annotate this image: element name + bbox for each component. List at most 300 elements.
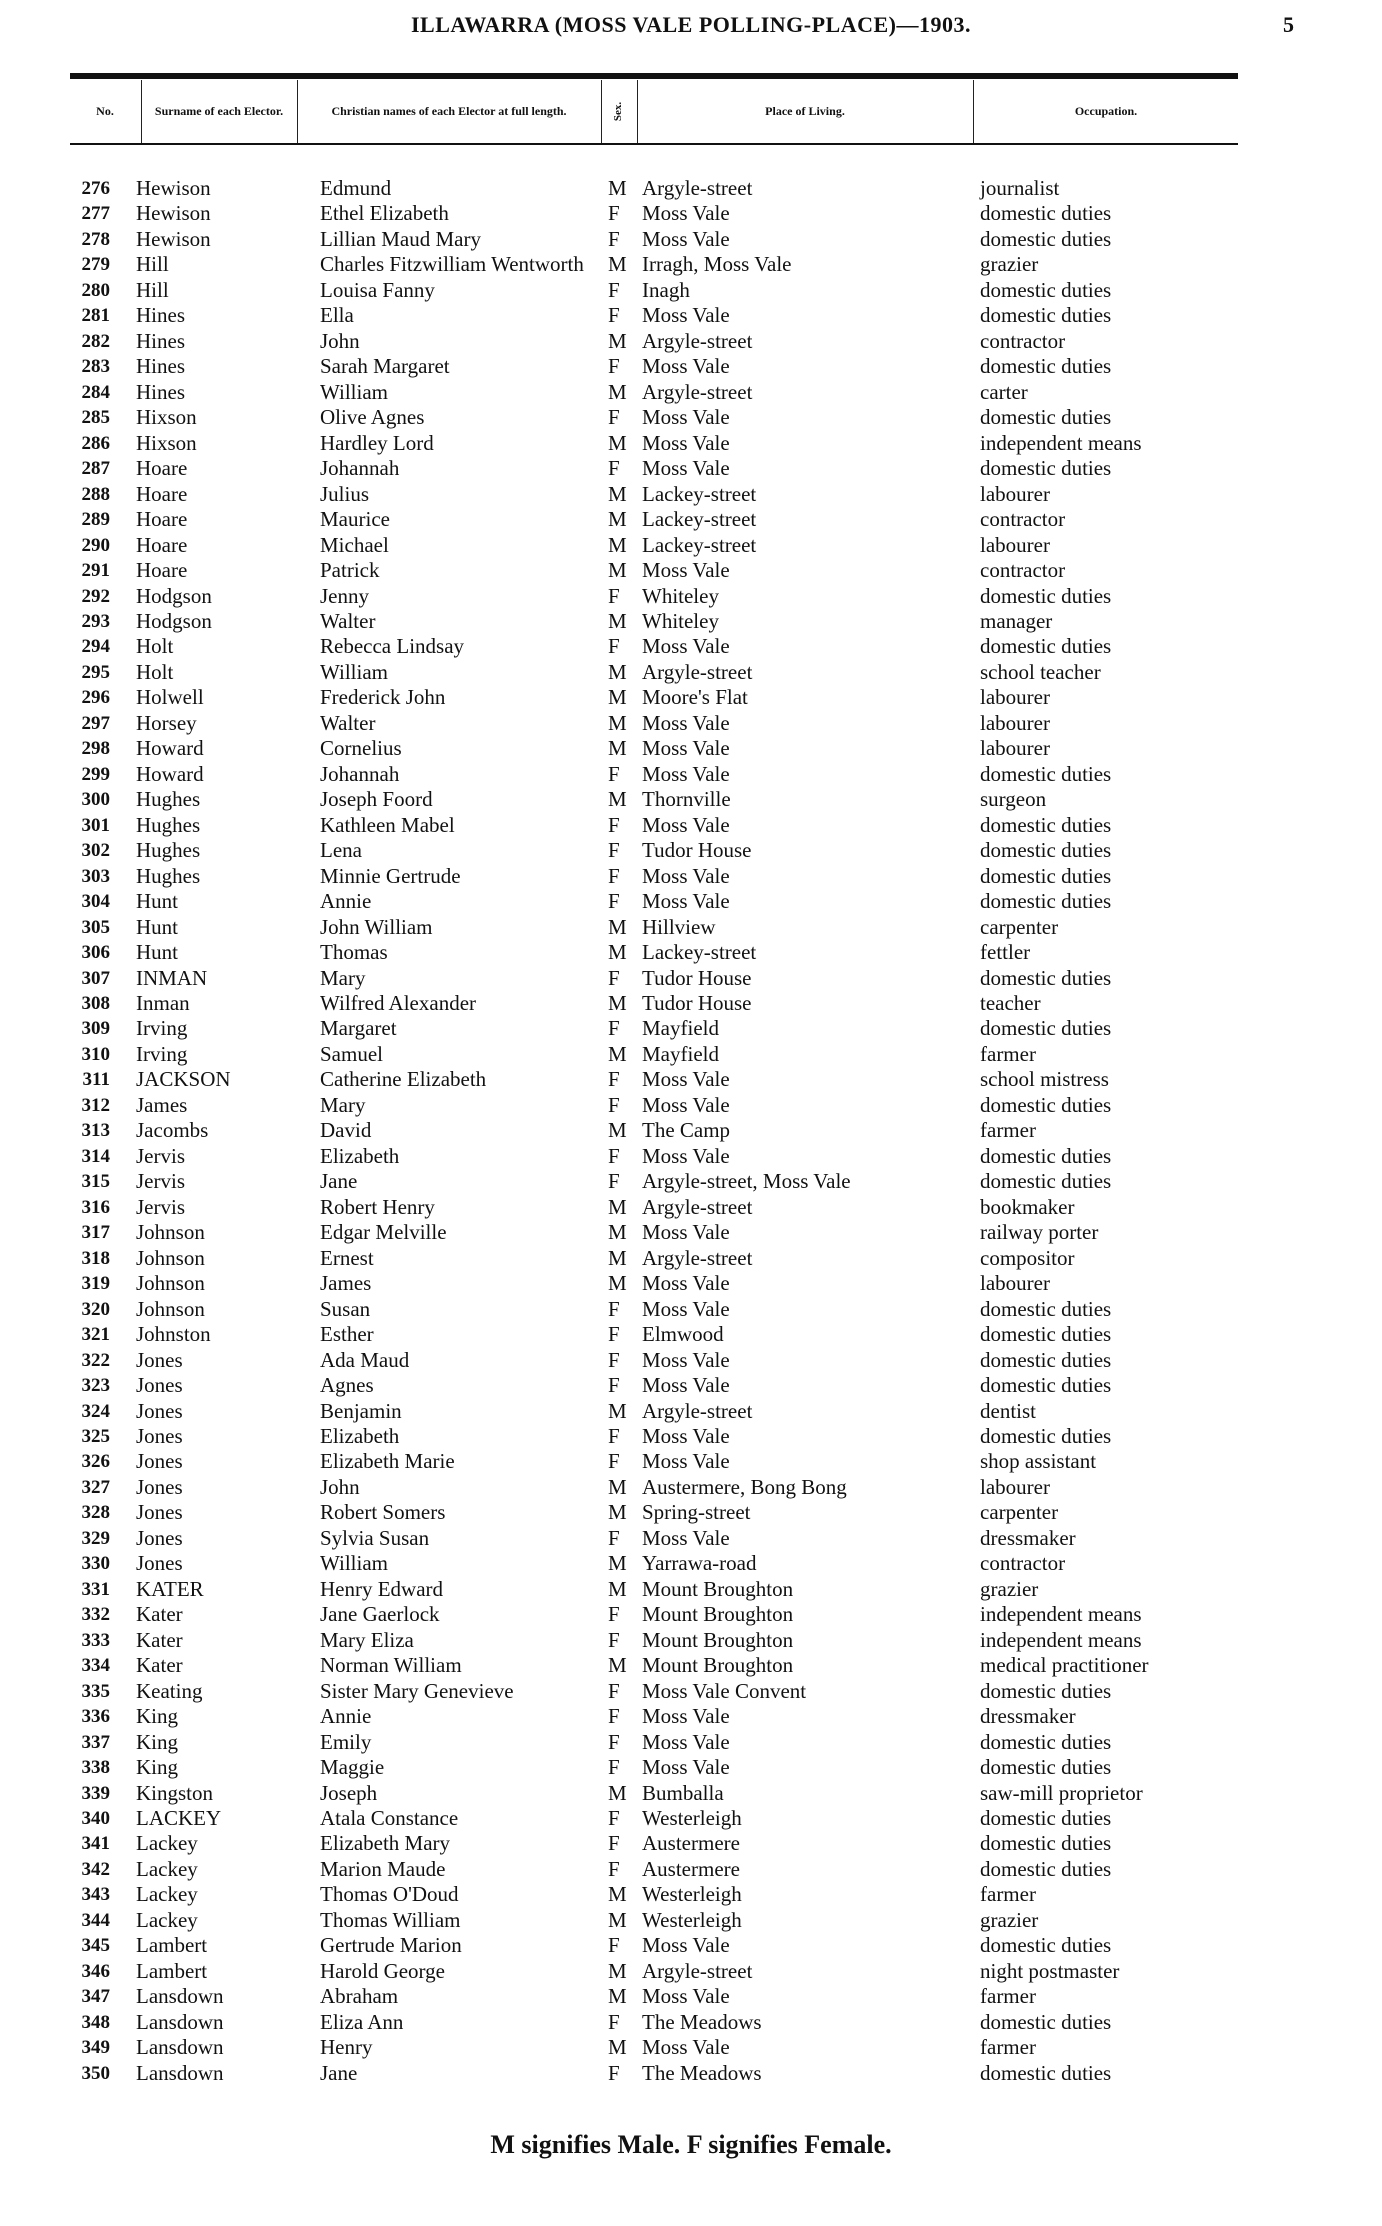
elector-occupation: fettler bbox=[980, 940, 1031, 965]
table-row bbox=[70, 329, 1238, 354]
elector-number: 295 bbox=[81, 661, 110, 683]
elector-christian-names: Ethel Elizabeth bbox=[320, 201, 449, 226]
elector-surname: Jones bbox=[136, 1398, 183, 1423]
elector-surname: Hixson bbox=[136, 405, 197, 430]
table-row bbox=[70, 660, 1238, 685]
elector-christian-names: Sister Mary Genevieve bbox=[320, 1678, 514, 1703]
elector-sex: M bbox=[608, 252, 627, 277]
elector-christian-names: Jenny bbox=[320, 583, 369, 608]
elector-surname: Keating bbox=[136, 1678, 203, 1703]
table-row bbox=[70, 558, 1238, 583]
table-row bbox=[70, 354, 1238, 379]
elector-christian-names: Samuel bbox=[320, 1041, 383, 1066]
elector-occupation: contractor bbox=[980, 1551, 1066, 1576]
table-row bbox=[70, 584, 1238, 609]
elector-sex: F bbox=[608, 965, 620, 990]
elector-place-of-living: Moss Vale bbox=[642, 1525, 730, 1550]
table-row bbox=[70, 736, 1238, 761]
elector-surname: Hughes bbox=[136, 787, 201, 812]
elector-list bbox=[70, 176, 1238, 2086]
elector-surname: Johnson bbox=[136, 1271, 205, 1296]
table-row bbox=[70, 1424, 1238, 1449]
elector-number: 348 bbox=[81, 2011, 110, 2033]
elector-occupation: domestic duties bbox=[980, 1423, 1112, 1448]
elector-surname: Hoare bbox=[136, 507, 188, 532]
elector-occupation: domestic duties bbox=[980, 1831, 1112, 1856]
elector-christian-names: John William bbox=[320, 914, 433, 939]
elector-place-of-living: Lackey-street bbox=[642, 481, 757, 506]
elector-christian-names: Julius bbox=[320, 481, 370, 506]
elector-christian-names: Elizabeth bbox=[320, 1143, 400, 1168]
elector-place-of-living: Lackey-street bbox=[642, 507, 757, 532]
elector-occupation: medical practitioner bbox=[980, 1653, 1149, 1678]
elector-christian-names: Johannah bbox=[320, 761, 400, 786]
elector-sex: M bbox=[608, 940, 627, 965]
elector-occupation: domestic duties bbox=[980, 761, 1112, 786]
elector-surname: Jacombs bbox=[136, 1118, 209, 1143]
elector-sex: F bbox=[608, 1296, 620, 1321]
elector-number: 342 bbox=[81, 1858, 110, 1880]
elector-surname: Jervis bbox=[136, 1143, 185, 1168]
table-row bbox=[70, 1246, 1238, 1271]
elector-number: 326 bbox=[81, 1451, 110, 1473]
elector-place-of-living: Austermere bbox=[642, 1831, 740, 1856]
elector-occupation: grazier bbox=[980, 1907, 1039, 1932]
elector-sex: M bbox=[608, 1474, 627, 1499]
elector-surname: JACKSON bbox=[136, 1067, 231, 1092]
elector-place-of-living: Mount Broughton bbox=[642, 1653, 794, 1678]
elector-christian-names: Thomas bbox=[320, 940, 388, 965]
elector-place-of-living: Lackey-street bbox=[642, 532, 757, 557]
elector-sex: F bbox=[608, 889, 620, 914]
elector-place-of-living: Whiteley bbox=[642, 608, 719, 633]
elector-sex: F bbox=[608, 1525, 620, 1550]
elector-occupation: domestic duties bbox=[980, 1169, 1112, 1194]
elector-surname: Hewison bbox=[136, 226, 211, 251]
elector-sex: M bbox=[608, 685, 627, 710]
elector-place-of-living: Whiteley bbox=[642, 583, 719, 608]
table-row bbox=[70, 1882, 1238, 1907]
elector-sex: M bbox=[608, 507, 627, 532]
header-top-rule bbox=[70, 73, 1238, 79]
elector-number: 325 bbox=[81, 1425, 110, 1447]
table-row bbox=[70, 507, 1238, 532]
elector-christian-names: Frederick John bbox=[320, 685, 446, 710]
elector-occupation: contractor bbox=[980, 558, 1066, 583]
elector-surname: Holt bbox=[136, 634, 174, 659]
elector-number: 347 bbox=[81, 1986, 110, 2008]
table-row bbox=[70, 533, 1238, 558]
elector-christian-names: Margaret bbox=[320, 1016, 397, 1041]
elector-surname: Hughes bbox=[136, 838, 201, 863]
elector-occupation: grazier bbox=[980, 252, 1039, 277]
elector-christian-names: Johannah bbox=[320, 456, 400, 481]
table-row bbox=[70, 1322, 1238, 1347]
elector-number: 349 bbox=[81, 2037, 110, 2059]
elector-place-of-living: Mayfield bbox=[642, 1016, 719, 1041]
elector-number: 278 bbox=[81, 228, 110, 250]
table-row bbox=[70, 1373, 1238, 1398]
elector-surname: Howard bbox=[136, 761, 204, 786]
elector-occupation: domestic duties bbox=[980, 965, 1112, 990]
elector-christian-names: Annie bbox=[320, 1704, 372, 1729]
elector-sex: F bbox=[608, 1092, 620, 1117]
table-row bbox=[70, 1755, 1238, 1780]
elector-place-of-living: Moss Vale bbox=[642, 1092, 730, 1117]
elector-place-of-living: Lackey-street bbox=[642, 940, 757, 965]
elector-sex: F bbox=[608, 812, 620, 837]
elector-place-of-living: Westerleigh bbox=[642, 1907, 742, 1932]
elector-place-of-living: Moss Vale bbox=[642, 430, 730, 455]
elector-surname: Hunt bbox=[136, 940, 178, 965]
elector-sex: F bbox=[608, 1423, 620, 1448]
elector-place-of-living: Moss Vale bbox=[642, 1271, 730, 1296]
elector-occupation: school teacher bbox=[980, 659, 1101, 684]
elector-sex: F bbox=[608, 354, 620, 379]
elector-occupation: domestic duties bbox=[980, 354, 1112, 379]
elector-surname: LACKEY bbox=[136, 1806, 222, 1830]
elector-surname: KATER bbox=[136, 1576, 204, 1601]
elector-number: 341 bbox=[81, 1833, 110, 1855]
elector-christian-names: Jane bbox=[320, 2060, 358, 2085]
elector-occupation: night postmaster bbox=[980, 1958, 1120, 1983]
elector-surname: Hixson bbox=[136, 430, 197, 455]
elector-surname: Inman bbox=[136, 991, 190, 1015]
elector-sex: F bbox=[608, 226, 620, 251]
elector-place-of-living: Westerleigh bbox=[642, 1806, 742, 1830]
elector-number: 322 bbox=[81, 1349, 110, 1371]
elector-sex: F bbox=[608, 1806, 620, 1830]
elector-place-of-living: Moss Vale bbox=[642, 1984, 730, 2009]
elector-surname: Kater bbox=[136, 1627, 183, 1652]
table-row bbox=[70, 940, 1238, 965]
elector-occupation: independent means bbox=[980, 1602, 1142, 1627]
elector-place-of-living: The Meadows bbox=[642, 2060, 762, 2085]
elector-christian-names: Thomas William bbox=[320, 1907, 461, 1932]
header-surname: Surname of each Elector. bbox=[154, 104, 284, 118]
elector-surname: Jones bbox=[136, 1423, 183, 1448]
elector-surname: Holt bbox=[136, 659, 174, 684]
elector-number: 346 bbox=[81, 1960, 110, 1982]
table-row bbox=[70, 864, 1238, 889]
elector-number: 345 bbox=[81, 1935, 110, 1957]
elector-christian-names: Louisa Fanny bbox=[320, 277, 435, 302]
elector-number: 321 bbox=[81, 1324, 110, 1346]
elector-place-of-living: The Camp bbox=[642, 1118, 731, 1143]
elector-occupation: bookmaker bbox=[980, 1194, 1075, 1219]
elector-number: 285 bbox=[81, 407, 110, 429]
table-row bbox=[70, 1449, 1238, 1474]
table-row bbox=[70, 889, 1238, 914]
header-sex-cell bbox=[602, 80, 636, 143]
elector-number: 343 bbox=[81, 1884, 110, 1906]
elector-number: 284 bbox=[81, 381, 110, 403]
table-row bbox=[70, 201, 1238, 226]
header-occupation: Occupation. bbox=[1074, 104, 1138, 118]
table-row bbox=[70, 762, 1238, 787]
elector-sex: F bbox=[608, 1627, 620, 1652]
elector-number: 283 bbox=[81, 356, 110, 378]
elector-christian-names: Mary bbox=[320, 1092, 366, 1117]
elector-sex: M bbox=[608, 481, 627, 506]
elector-place-of-living: Moss Vale bbox=[642, 558, 730, 583]
elector-sex: M bbox=[608, 1780, 627, 1805]
table-row bbox=[70, 2035, 1238, 2060]
elector-occupation: compositor bbox=[980, 1245, 1075, 1270]
elector-place-of-living: Tudor House bbox=[642, 965, 752, 990]
elector-surname: King bbox=[136, 1729, 178, 1754]
sex-legend: M signifies Male. F signifies Female. bbox=[490, 2130, 892, 2159]
elector-occupation: domestic duties bbox=[980, 1678, 1112, 1703]
elector-place-of-living: Moss Vale bbox=[642, 1296, 730, 1321]
elector-christian-names: David bbox=[320, 1118, 372, 1143]
elector-place-of-living: Moss Vale bbox=[642, 1347, 730, 1372]
table-row bbox=[70, 1857, 1238, 1882]
elector-surname: Johnson bbox=[136, 1296, 205, 1321]
elector-place-of-living: Moss Vale bbox=[642, 201, 730, 226]
elector-number: 296 bbox=[81, 687, 110, 709]
table-row bbox=[70, 711, 1238, 736]
elector-christian-names: Kathleen Mabel bbox=[320, 812, 455, 837]
elector-number: 311 bbox=[82, 1069, 110, 1091]
column-divider bbox=[973, 80, 974, 143]
elector-sex: M bbox=[608, 736, 627, 761]
elector-christian-names: Edmund bbox=[320, 176, 392, 200]
elector-sex: F bbox=[608, 1322, 620, 1347]
elector-sex: F bbox=[608, 1016, 620, 1041]
elector-number: 318 bbox=[81, 1247, 110, 1269]
elector-number: 329 bbox=[81, 1527, 110, 1549]
table-row bbox=[70, 1475, 1238, 1500]
table-row bbox=[70, 1577, 1238, 1602]
elector-place-of-living: Argyle-street bbox=[642, 659, 753, 684]
table-row bbox=[70, 1093, 1238, 1118]
elector-place-of-living: Moss Vale bbox=[642, 1704, 730, 1729]
elector-surname: Johnston bbox=[136, 1322, 211, 1347]
elector-surname: Lackey bbox=[136, 1882, 198, 1907]
elector-christian-names: Olive Agnes bbox=[320, 405, 425, 430]
elector-surname: Lambert bbox=[136, 1933, 208, 1958]
elector-surname: Lackey bbox=[136, 1856, 198, 1881]
elector-surname: Hines bbox=[136, 328, 185, 353]
elector-christian-names: Charles Fitzwilliam Wentworth bbox=[320, 252, 584, 277]
header-place: Place of Living. bbox=[765, 104, 845, 118]
elector-number: 282 bbox=[81, 330, 110, 352]
elector-number: 304 bbox=[81, 891, 110, 913]
elector-number: 344 bbox=[81, 1909, 110, 1931]
elector-sex: M bbox=[608, 710, 627, 735]
elector-surname: Lambert bbox=[136, 1958, 208, 1983]
elector-occupation: domestic duties bbox=[980, 838, 1112, 863]
column-divider bbox=[297, 80, 298, 143]
table-row bbox=[70, 1781, 1238, 1806]
elector-occupation: domestic duties bbox=[980, 201, 1112, 226]
elector-christian-names: Walter bbox=[320, 608, 376, 633]
elector-number: 331 bbox=[81, 1578, 110, 1600]
elector-place-of-living: Argyle-street, Moss Vale bbox=[642, 1169, 851, 1194]
column-divider bbox=[637, 80, 638, 143]
table-row bbox=[70, 685, 1238, 710]
table-row bbox=[70, 966, 1238, 991]
elector-occupation: domestic duties bbox=[980, 1016, 1112, 1041]
elector-sex: F bbox=[608, 863, 620, 888]
elector-surname: Jones bbox=[136, 1347, 183, 1372]
table-row bbox=[70, 278, 1238, 303]
elector-number: 310 bbox=[81, 1043, 110, 1065]
elector-occupation: domestic duties bbox=[980, 863, 1112, 888]
elector-occupation: carpenter bbox=[980, 1500, 1059, 1525]
elector-occupation: farmer bbox=[980, 1984, 1036, 2009]
elector-occupation: saw-mill proprietor bbox=[980, 1780, 1143, 1805]
elector-christian-names: William bbox=[320, 659, 388, 684]
elector-number: 314 bbox=[81, 1145, 110, 1167]
elector-surname: Jervis bbox=[136, 1194, 185, 1219]
elector-number: 293 bbox=[81, 610, 110, 632]
elector-surname: Kingston bbox=[136, 1780, 214, 1805]
elector-occupation: domestic duties bbox=[980, 303, 1112, 328]
elector-christian-names: Patrick bbox=[320, 558, 380, 583]
table-row bbox=[70, 1144, 1238, 1169]
elector-place-of-living: Westerleigh bbox=[642, 1882, 742, 1907]
elector-place-of-living: Moore's Flat bbox=[642, 685, 748, 710]
elector-occupation: grazier bbox=[980, 1576, 1039, 1601]
elector-christian-names: Robert Somers bbox=[320, 1500, 446, 1525]
elector-number: 307 bbox=[81, 967, 110, 989]
elector-place-of-living: Moss Vale bbox=[642, 1220, 730, 1245]
elector-surname: Lansdown bbox=[136, 2060, 224, 2085]
table-row bbox=[70, 1933, 1238, 1958]
elector-christian-names: Wilfred Alexander bbox=[320, 991, 477, 1015]
elector-place-of-living: Argyle-street bbox=[642, 1194, 753, 1219]
elector-place-of-living: Austermere bbox=[642, 1856, 740, 1881]
elector-place-of-living: Moss Vale bbox=[642, 736, 730, 761]
elector-christian-names: Henry bbox=[320, 2035, 373, 2060]
elector-occupation: labourer bbox=[980, 1474, 1050, 1499]
elector-sex: M bbox=[608, 1271, 627, 1296]
elector-sex: M bbox=[608, 1551, 627, 1576]
elector-number: 281 bbox=[81, 305, 110, 327]
table-row bbox=[70, 1526, 1238, 1551]
elector-christian-names: Benjamin bbox=[320, 1398, 402, 1423]
elector-place-of-living: Moss Vale bbox=[642, 405, 730, 430]
elector-christian-names: Minnie Gertrude bbox=[320, 863, 461, 888]
table-row bbox=[70, 1399, 1238, 1424]
elector-place-of-living: Moss Vale bbox=[642, 456, 730, 481]
elector-place-of-living: Moss Vale bbox=[642, 1143, 730, 1168]
table-row bbox=[70, 176, 1238, 201]
elector-sex: F bbox=[608, 1933, 620, 1958]
elector-sex: F bbox=[608, 1602, 620, 1627]
elector-occupation: teacher bbox=[980, 991, 1041, 1015]
elector-number: 323 bbox=[81, 1375, 110, 1397]
table-row bbox=[70, 634, 1238, 659]
table-row bbox=[70, 1271, 1238, 1296]
elector-christian-names: Lena bbox=[320, 838, 362, 863]
elector-place-of-living: Moss Vale bbox=[642, 1067, 730, 1092]
elector-number: 302 bbox=[81, 840, 110, 862]
table-row bbox=[70, 1348, 1238, 1373]
elector-number: 312 bbox=[81, 1094, 110, 1116]
elector-surname: Hill bbox=[136, 252, 169, 277]
elector-christian-names: Ella bbox=[320, 303, 354, 328]
elector-occupation: dentist bbox=[980, 1398, 1036, 1423]
elector-christian-names: Mary bbox=[320, 965, 366, 990]
elector-christian-names: Eliza Ann bbox=[320, 2009, 404, 2034]
table-row bbox=[70, 1806, 1238, 1831]
elector-number: 279 bbox=[81, 254, 110, 276]
elector-christian-names: Robert Henry bbox=[320, 1194, 435, 1219]
table-row bbox=[70, 482, 1238, 507]
column-divider bbox=[141, 80, 142, 143]
elector-sex: M bbox=[608, 379, 627, 404]
elector-sex: M bbox=[608, 1984, 627, 2009]
elector-place-of-living: Moss Vale bbox=[642, 710, 730, 735]
elector-christian-names: Hardley Lord bbox=[320, 430, 434, 455]
table-row bbox=[70, 1042, 1238, 1067]
elector-surname: Hughes bbox=[136, 812, 201, 837]
elector-number: 319 bbox=[81, 1273, 110, 1295]
elector-occupation: school mistress bbox=[980, 1067, 1109, 1092]
elector-sex: M bbox=[608, 1398, 627, 1423]
elector-sex: M bbox=[608, 1500, 627, 1525]
header-bottom-rule bbox=[70, 143, 1238, 145]
elector-surname: Hines bbox=[136, 354, 185, 379]
table-row bbox=[70, 1602, 1238, 1627]
elector-number: 286 bbox=[81, 432, 110, 454]
elector-sex: M bbox=[608, 176, 627, 200]
table-row bbox=[70, 813, 1238, 838]
elector-sex: M bbox=[608, 1118, 627, 1143]
elector-occupation: domestic duties bbox=[980, 889, 1112, 914]
elector-occupation: domestic duties bbox=[980, 456, 1112, 481]
elector-christian-names: Esther bbox=[320, 1322, 374, 1347]
elector-surname: Jones bbox=[136, 1551, 183, 1576]
elector-place-of-living: Austermere, Bong Bong bbox=[642, 1474, 847, 1499]
table-row bbox=[70, 1653, 1238, 1678]
elector-sex: M bbox=[608, 787, 627, 812]
elector-place-of-living: Moss Vale bbox=[642, 1449, 730, 1474]
table-row bbox=[70, 1679, 1238, 1704]
elector-christian-names: Susan bbox=[320, 1296, 371, 1321]
elector-number: 287 bbox=[81, 458, 110, 480]
elector-number: 309 bbox=[81, 1018, 110, 1040]
page-number: 5 bbox=[1283, 12, 1294, 37]
elector-number: 328 bbox=[81, 1502, 110, 1524]
elector-place-of-living: Hillview bbox=[642, 914, 716, 939]
elector-occupation: domestic duties bbox=[980, 1373, 1112, 1398]
elector-surname: Jones bbox=[136, 1474, 183, 1499]
elector-occupation: domestic duties bbox=[980, 1092, 1112, 1117]
elector-christian-names: Jane bbox=[320, 1169, 358, 1194]
elector-sex: F bbox=[608, 1831, 620, 1856]
table-row bbox=[70, 1551, 1238, 1576]
elector-christian-names: Emily bbox=[320, 1729, 372, 1754]
elector-place-of-living: Inagh bbox=[642, 277, 690, 302]
elector-surname: Hill bbox=[136, 277, 169, 302]
table-row bbox=[70, 303, 1238, 328]
elector-number: 288 bbox=[81, 483, 110, 505]
table-row bbox=[70, 1118, 1238, 1143]
elector-surname: Hines bbox=[136, 303, 185, 328]
elector-surname: Hodgson bbox=[136, 608, 212, 633]
elector-number: 315 bbox=[81, 1171, 110, 1193]
elector-christian-names: Ada Maud bbox=[320, 1347, 410, 1372]
header-no: No. bbox=[96, 104, 114, 118]
table-row bbox=[70, 609, 1238, 634]
elector-occupation: domestic duties bbox=[980, 1933, 1112, 1958]
elector-sex: F bbox=[608, 634, 620, 659]
elector-sex: M bbox=[608, 430, 627, 455]
